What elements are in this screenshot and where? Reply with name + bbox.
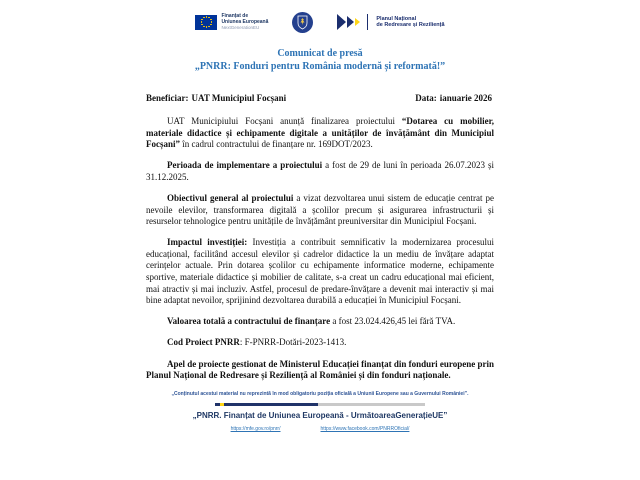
pnrr-arrows-icon (337, 14, 360, 30)
disclaimer-text: „Conținutul acestui material nu reprezintă în mod obligatoriu poziția oficială a Uniunii Europene sau a Guvernului României”. (171, 391, 469, 398)
press-release-page (108, 0, 532, 480)
beneficiary-label: Beneficiar: (146, 93, 189, 103)
date-value: ianuarie 2026 (439, 93, 492, 103)
eu-flag-icon (195, 15, 217, 30)
title-block (146, 48, 494, 73)
body-paragraphs (146, 116, 494, 382)
header-logos (146, 10, 494, 34)
romanian-government-emblem-icon (292, 12, 313, 33)
page-subtitle: „PNRR: Fonduri pentru România modernă și reformată!” (194, 60, 446, 72)
pnrr-logo (337, 14, 444, 30)
footer-links (146, 426, 494, 432)
eu-logo-line1: Finanțat de (221, 13, 249, 19)
beneficiary-value: UAT Municipiul Focșani (191, 93, 287, 103)
paragraph: Cod Proiect PNRR: F-PNRR-Dotări-2023-1413. (167, 337, 347, 348)
pnrr-logo-line2: de Redresare și Reziliență (376, 22, 445, 28)
paragraph: Perioada de implementare a proiectului a fost de 29 de luni în perioada 26.07.2023 și 31.12.2025. (146, 160, 494, 182)
page-content (146, 10, 494, 432)
divider-gray-segment (318, 403, 425, 406)
eu-funding-logo (195, 13, 268, 31)
meta-row (146, 93, 494, 103)
paragraph: Valoarea totală a contractului de finanțare a fost 23.024.426,45 lei fără TVA. (167, 316, 456, 327)
footer-link[interactable]: https://www.facebook.com/PNRROficial/ (320, 426, 410, 433)
pnrr-logo-separator (367, 14, 368, 30)
footer-slogan: „PNRR. Finanțat de Uniunea Europeană - UrmătoareaGenerațieUE” (192, 411, 448, 421)
pnrr-logo-line1: Planul Național (376, 15, 417, 22)
paragraph: Impactul investiției: Investiția a contribuit semnificativ la modernizarea procesului educațional, facilitând accesul elevilor și cadrelor didactice la un mediu de învățare adaptat cerințelor actuale. Prin dotarea școlilor cu echipamente informatice moderne, echipamente sportive, materiale didactice și mobilier de calitate, s-a creat un cadru educațional mai eficient, mai atractiv și mai incluziv. Astfel, procesul de predare-învățare a devenit mai interactiv și mai bine adaptat nevoilor, sprijinind dezvoltarea durabilă a educației în Municipiul Focșani. (146, 237, 495, 306)
coat-of-arms-icon (296, 15, 309, 30)
divider-yellow-segment (220, 403, 224, 406)
paragraph: UAT Municipiului Focșani anunță finalizarea proiectului “Dotarea cu mobilier, materiale didactice și echipamente digitale a unităților de învățământ din Municipiul Focșani” în cadrul contractului de finanțare nr. 169DOT/2023. (146, 116, 494, 150)
eu-logo-text (221, 13, 268, 31)
paragraph: Apel de proiecte gestionat de Ministerul Educației finanțat din fonduri europene prin Planul Național de Redresare și Reziliență al României și din fonduri naționale. (146, 358, 494, 381)
eu-logo-line2: Uniunea Europeană (221, 19, 269, 25)
eu-logo-line3: NextGenerationEU (221, 25, 260, 30)
footer-link[interactable]: https://mfe.gov.ro/pnrr/ (230, 426, 281, 433)
pnrr-logo-text (376, 16, 444, 29)
date-label: Data: (415, 93, 437, 103)
beneficiary (146, 93, 286, 103)
footer-divider (215, 403, 425, 406)
date (415, 93, 492, 103)
paragraph: Obiectivul general al proiectului a vizat dezvoltarea unui sistem de educație centrat pe nevoile elevilor, transformarea digitală a școlilor precum și asigurarea infrastructurii și resurselor tehnologice pentru unitățile de învățământ preuniversitar din Municipiul Focșani. (146, 192, 494, 227)
divider-navy-segment (215, 403, 318, 406)
page-title: Comunicat de presă (277, 48, 363, 59)
